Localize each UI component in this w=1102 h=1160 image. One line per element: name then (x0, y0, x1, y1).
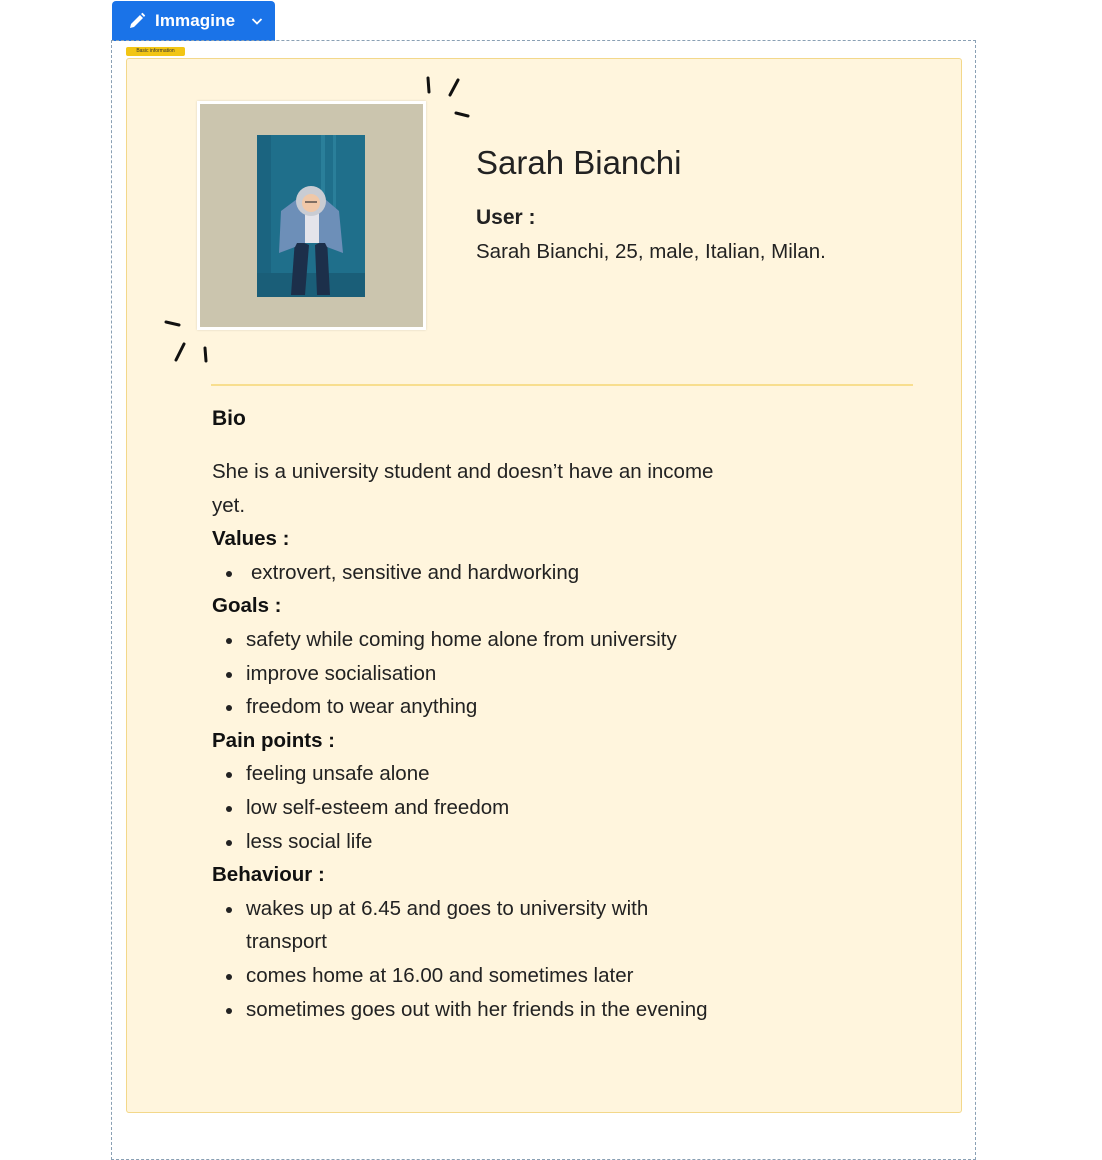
divider (211, 384, 913, 386)
pencil-icon (128, 12, 146, 30)
goals-list (212, 623, 732, 724)
chevron-down-icon[interactable] (251, 15, 263, 27)
list-item: improve socialisation (246, 657, 732, 691)
persona-details (212, 455, 732, 1026)
user-label: User : (476, 206, 536, 229)
frame-tag: Basic information (126, 47, 185, 56)
profile-photo[interactable] (197, 101, 426, 330)
list-item: freedom to wear anything (246, 690, 732, 724)
list-item: feeling unsafe alone (246, 757, 732, 791)
image-edit-label: Immagine (155, 11, 236, 30)
values-title: Values : (212, 527, 290, 551)
list-item: low self-esteem and freedom (246, 791, 732, 825)
bio-title: Bio (212, 407, 246, 430)
pain-points-list (212, 757, 732, 858)
behaviour-list (212, 892, 732, 1026)
values-list (212, 556, 732, 590)
goals-title: Goals : (212, 594, 282, 618)
persona-name: Sarah Bianchi (476, 144, 682, 181)
user-details: Sarah Bianchi, 25, male, Italian, Milan. (476, 240, 826, 263)
list-item: wakes up at 6.45 and goes to university with transport (246, 892, 732, 959)
pain-points-title: Pain points : (212, 728, 335, 752)
portrait-image (257, 135, 365, 297)
bio-text: She is a university student and doesn’t have an income yet. (212, 460, 714, 517)
image-edit-button[interactable] (112, 1, 275, 41)
list-item: safety while coming home alone from university (246, 623, 732, 657)
list-item: extrovert, sensitive and hardworking (246, 556, 732, 590)
list-item: comes home at 16.00 and sometimes later (246, 959, 732, 993)
list-item: sometimes goes out with her friends in the evening (246, 993, 732, 1027)
list-item: less social life (246, 825, 732, 859)
behaviour-title: Behaviour : (212, 863, 325, 887)
